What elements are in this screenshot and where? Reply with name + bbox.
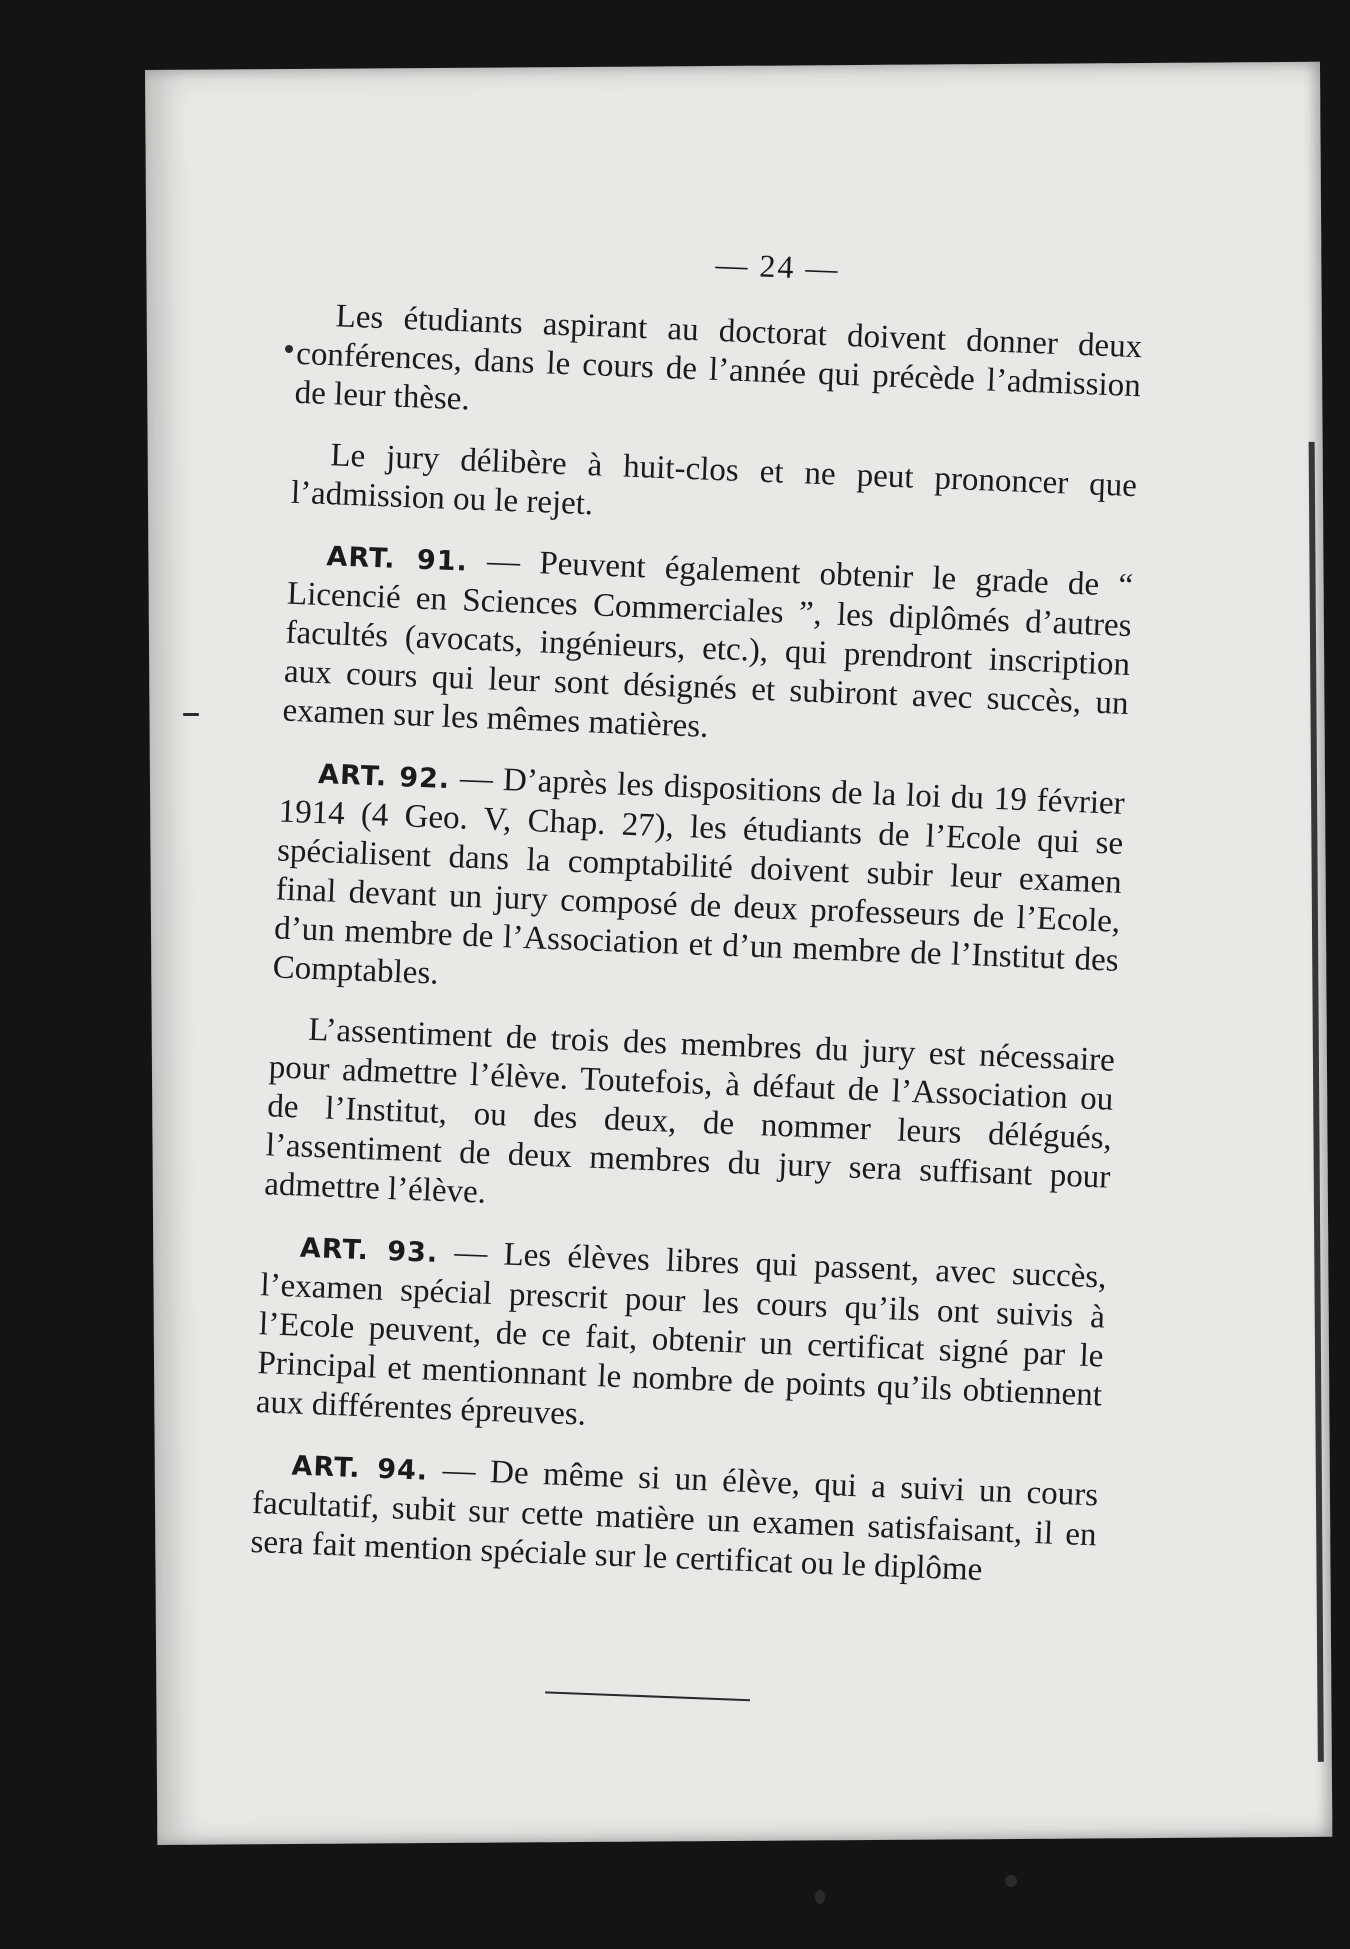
page-text-block (245, 229, 1145, 1714)
end-rule (545, 1691, 750, 1701)
article-92 (272, 753, 1125, 1020)
scan-speck (285, 345, 293, 353)
article-text: — De même si un élève, qui a suivi un cours facultatif, subit sur cette matière un examen satisfaisant, il en sera fait mention spéciale sur le certificat ou le diplôme (249, 1451, 1099, 1589)
article-text: — Les élèves libres qui passent, avec succès, l’examen spécial prescrit pour les cours qu’ils ont suivis à l’Ecole peuvent, de ce fait, obtenir un certificat signé par le Principal et mentionnant le nombre de points qu’ils obtiennent aux différentes épreuves. (255, 1233, 1108, 1433)
article-text: — D’après les dispositions de la loi du 19 février 1914 (4 Geo. V, Chap. 27), les étudiants de l’Ecole qui se spécialisent dans la comptabilité doivent subir leur examen final devant un jury composé de deux professeurs de l’Ecole, d’un membre de l’Association et d’un membre de l’Institut des Comptables. (272, 760, 1126, 992)
article-heading: ART. 93. (299, 1232, 439, 1269)
paragraph-doctorat (294, 296, 1143, 445)
scan-speck (183, 713, 199, 716)
page-number: — 24 — (714, 245, 841, 287)
article-heading: ART. 94. (291, 1450, 429, 1487)
paragraph-assentiment (264, 1009, 1116, 1236)
article-heading: ART. 92. (317, 758, 451, 796)
page-edge-shadow (1309, 442, 1324, 1762)
scan-speck (1005, 1875, 1017, 1887)
article-text: — Peuvent également obtenir le grade de “ Licencié en Sciences Commerciales ”, les diplômés d’autres facultés (avocats, ingénieurs, etc.), qui prendront inscription aux cours qui leur sont désignés et subiront avec succès, un examen sur les mêmes matières. (281, 542, 1134, 745)
article-94 (250, 1444, 1099, 1594)
article-93 (255, 1226, 1107, 1454)
scan-speck (815, 1890, 825, 1904)
article-91 (282, 535, 1134, 763)
paragraph-text: L’assentiment de trois des membres du jury est nécessaire pour admettre l’élève. Toutefois, à défaut de l’Association ou de l’Institut, ou des deux, de nommer leurs délégués, l’assentiment de deux membres du jury sera suffisant pour admettre l’élève. (263, 1011, 1116, 1211)
paragraph-jury (290, 435, 1137, 545)
paragraph-text: Le jury délibère à huit-clos et ne peut prononcer que l’admission ou le rejet. (290, 437, 1138, 523)
paragraph-text: Les étudiants aspirant au doctorat doivent donner deux conférences, dans le cours de l’année qui précède l’admission de leur thèse. (294, 298, 1143, 418)
book-page (145, 62, 1332, 1845)
article-heading: ART. 91. (325, 541, 469, 578)
